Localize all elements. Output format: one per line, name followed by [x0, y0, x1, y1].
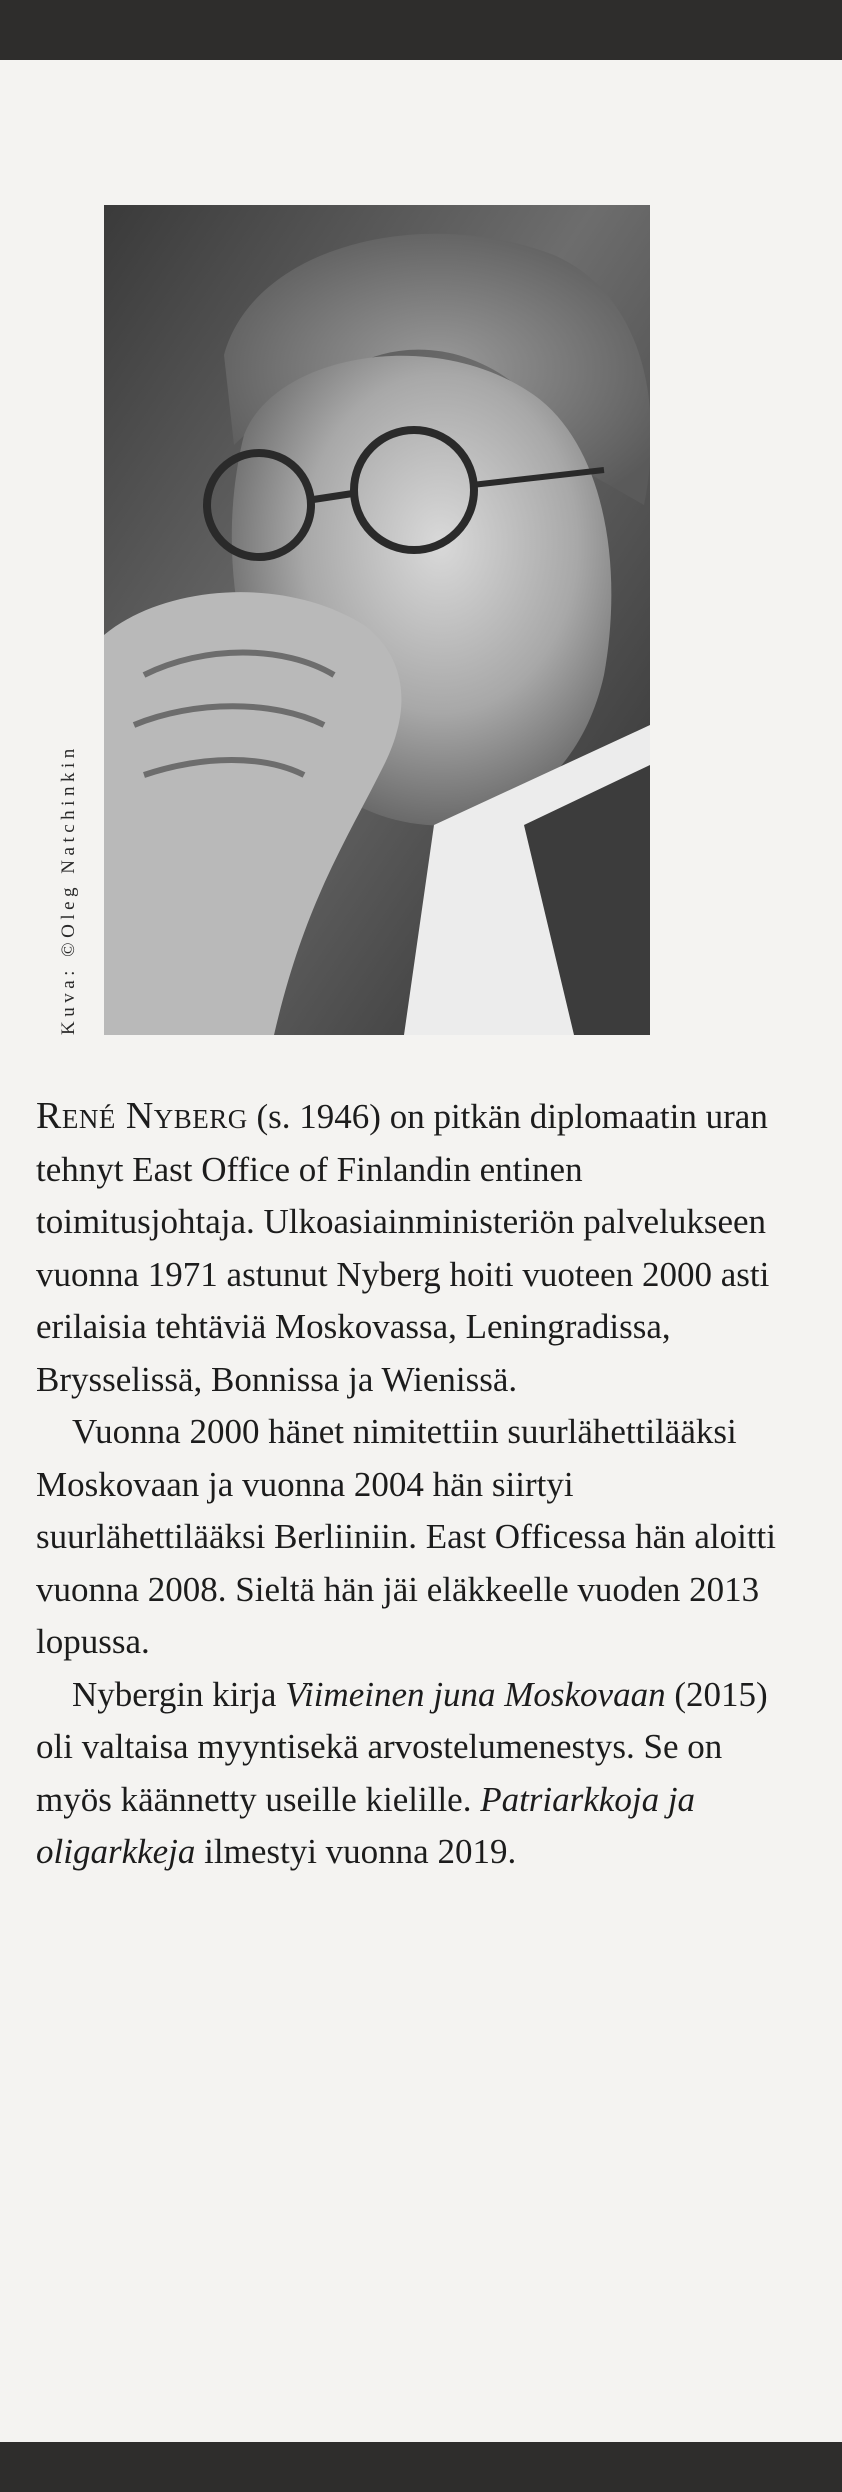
book-title-2: Patriarkkoja ja oligarkkeja — [36, 1779, 696, 1871]
bio-paragraph-3-text-b: (2015) oli valtaisa myyntisekä arvostelumenestys. Se on myös käännetty useille kielille. — [36, 1674, 768, 1819]
book-title-1: Viimeinen juna Moskovaan — [285, 1674, 666, 1714]
bio-paragraph-3-text-a: Nybergin kirja — [72, 1674, 286, 1714]
bottom-edge-bar — [0, 2442, 842, 2492]
top-edge-bar — [0, 0, 842, 60]
bio-paragraph-3 — [36, 1669, 806, 1879]
bio-paragraph-1-text: (s. 1946) on pitkän diplomaatin uran tehnyt East Office of Finlandin entinen toimitusjohtaja. Ulkoasiainministeriön palvelukseen vuonna 1971 astunut Nyberg hoiti vuoteen 2000 asti erilaisia tehtäviä Moskovassa, Leningradissa, Brysselissä, Bonnissa ja Wienissä. — [36, 1097, 770, 1399]
author-name: René Nyberg — [36, 1095, 248, 1137]
bio-paragraph-2: Vuonna 2000 hänet nimitettiin suurlähettilääksi Moskovaan ja vuonna 2004 hän siirtyi suurlähettilääksi Berliiniin. East Officessa hän aloitti vuonna 2008. Sieltä hän jäi eläkkeelle vuoden 2013 lopussa. — [36, 1412, 777, 1661]
author-portrait-photo — [104, 205, 650, 1035]
bio-paragraph-3-text-c: ilmestyi vuonna 2019. — [195, 1832, 517, 1871]
photo-credit: Kuva: ©Oleg Natchinkin — [58, 744, 79, 1035]
bio-paragraph-1 — [36, 1090, 806, 1406]
author-bio — [36, 1090, 806, 1879]
